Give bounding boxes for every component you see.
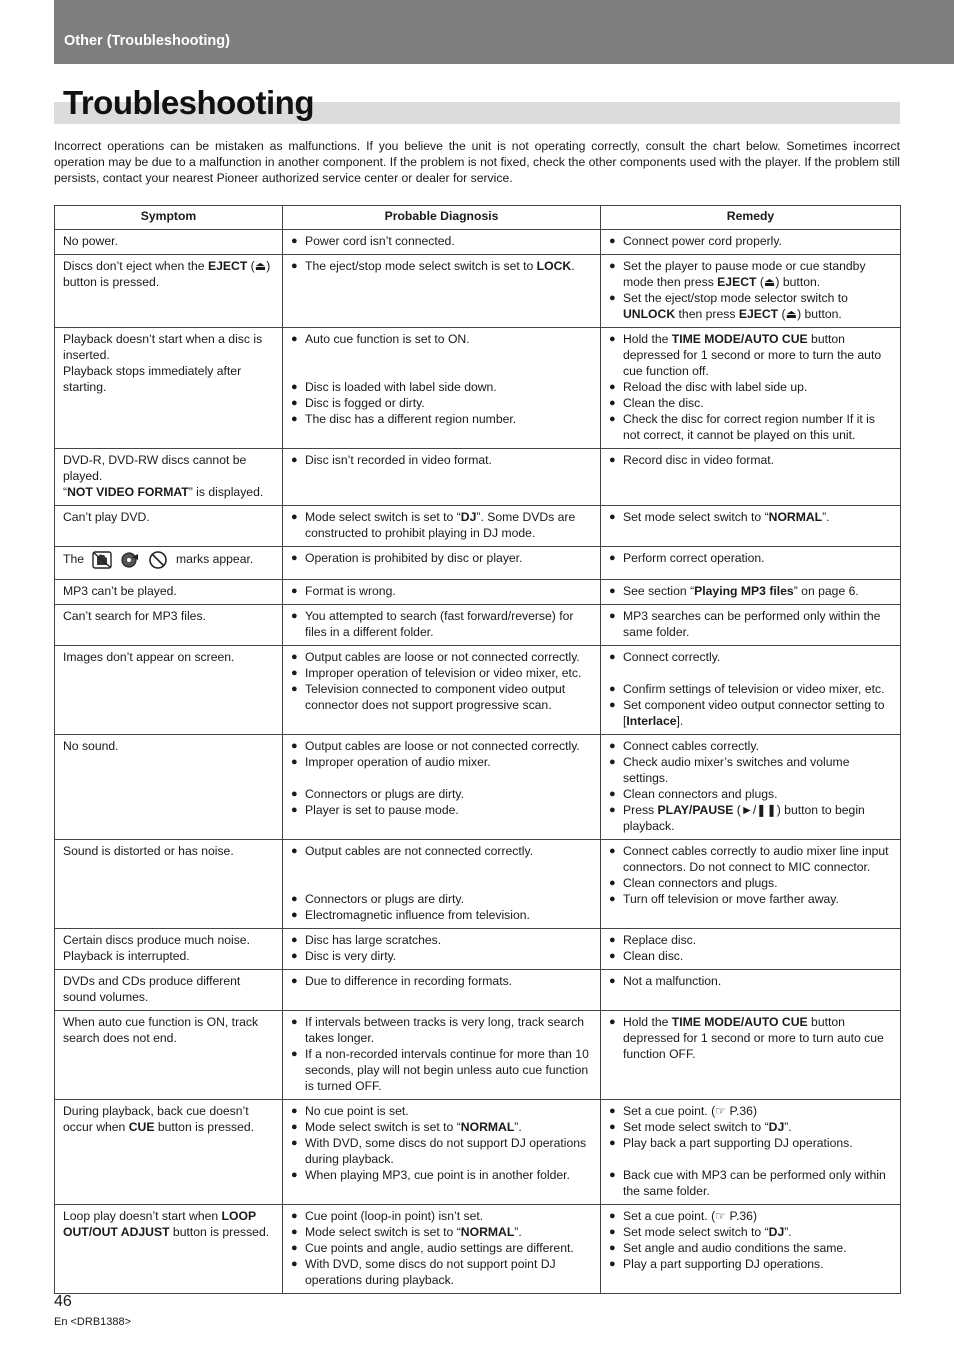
- remedy-cell: [601, 449, 901, 506]
- list-item: ● Output cables are not connected correctly.: [291, 843, 592, 859]
- diagnosis-cell: [283, 735, 601, 840]
- symptom-cell: The marks appear.: [55, 547, 283, 580]
- table-row: [55, 1100, 901, 1205]
- list-item: ● Electromagnetic influence from television.: [291, 907, 592, 923]
- list-item: ● Clean connectors and plugs.: [609, 786, 892, 802]
- symptom-cell: No power.: [55, 230, 283, 255]
- list-item: ● Power cord isn’t connected.: [291, 233, 592, 249]
- table-row: [55, 255, 901, 328]
- symptom-cell: Discs don’t eject when the EJECT (⏏) button is pressed.: [55, 255, 283, 328]
- symptom-header: Symptom: [55, 206, 283, 230]
- list-item: ● Hold the TIME MODE/AUTO CUE button depressed for 1 second or more to turn auto cue function OFF.: [609, 1014, 892, 1062]
- list-item: ● Disc is fogged or dirty.: [291, 395, 592, 411]
- list-item: ● Set mode select switch to “NORMAL”.: [609, 509, 892, 525]
- remedy-cell: [601, 1100, 901, 1205]
- list-item: ● Clean connectors and plugs.: [609, 875, 892, 891]
- remedy-header: Remedy: [601, 206, 901, 230]
- list-item: ● Clean disc.: [609, 948, 892, 964]
- list-item: ● With DVD, some discs do not support point DJ operations during playback.: [291, 1256, 592, 1288]
- list-item: ● Due to difference in recording formats.: [291, 973, 592, 989]
- list-item: ● Improper operation of audio mixer.: [291, 754, 592, 770]
- diagnosis-cell: [283, 605, 601, 646]
- remedy-cell: [601, 1011, 901, 1100]
- diagnosis-cell: [283, 929, 601, 970]
- remedy-cell: [601, 646, 901, 735]
- list-item: ● Set a cue point. (☞ P.36): [609, 1208, 892, 1224]
- table-row: [55, 970, 901, 1011]
- list-item: ● Mode select switch is set to “DJ”. Some DVDs are constructed to prohibit playing in DJ mode.: [291, 509, 592, 541]
- list-item: ● When playing MP3, cue point is in another folder.: [291, 1167, 592, 1183]
- table-header-row: [55, 206, 901, 230]
- list-item: ● No cue point is set.: [291, 1103, 592, 1119]
- list-item: ● Set mode select switch to “DJ”.: [609, 1119, 892, 1135]
- list-item: ● Operation is prohibited by disc or player.: [291, 550, 592, 566]
- remedy-cell: [601, 328, 901, 449]
- symptom-cell: Certain discs produce much noise. Playback is interrupted.: [55, 929, 283, 970]
- remedy-cell: [601, 580, 901, 605]
- diagnosis-cell: [283, 970, 601, 1011]
- diagnosis-header: Probable Diagnosis: [283, 206, 601, 230]
- list-item: ● Disc isn’t recorded in video format.: [291, 452, 592, 468]
- list-item: ● Disc has large scratches.: [291, 932, 592, 948]
- remedy-cell: [601, 506, 901, 547]
- no-hand-icon: [92, 551, 112, 569]
- diagnosis-cell: [283, 840, 601, 929]
- list-item: ● Cue point (loop-in point) isn’t set.: [291, 1208, 592, 1224]
- symptom-cell: DVD-R, DVD-RW discs cannot be played. “NOT VIDEO FORMAT” is displayed.: [55, 449, 283, 506]
- symptom-cell: DVDs and CDs produce different sound volumes.: [55, 970, 283, 1011]
- list-item: ● Connect cables correctly.: [609, 738, 892, 754]
- list-item: ● Connect correctly.: [609, 649, 892, 665]
- list-item: ● Perform correct operation.: [609, 550, 892, 566]
- list-item: ● With DVD, some discs do not support DJ operations during playback.: [291, 1135, 592, 1167]
- remedy-cell: [601, 255, 901, 328]
- document-code: En <DRB1388>: [54, 1316, 132, 1328]
- list-item: ● Set component video output connector setting to [Interlace].: [609, 697, 892, 729]
- troubleshooting-table: [54, 205, 901, 1294]
- page-title: Troubleshooting: [63, 84, 314, 121]
- symptom-cell: Can’t search for MP3 files.: [55, 605, 283, 646]
- remedy-cell: [601, 970, 901, 1011]
- remedy-cell: [601, 230, 901, 255]
- list-item: ● Output cables are loose or not connected correctly.: [291, 649, 592, 665]
- table-row: [55, 1011, 901, 1100]
- list-item: ● Hold the TIME MODE/AUTO CUE button depressed for 1 second or more to turn the auto cue function off.: [609, 331, 892, 379]
- section-title: Other (Troubleshooting): [64, 33, 230, 49]
- list-item: ● Television connected to component video output connector does not support progressive scan.: [291, 681, 592, 713]
- table-row: [55, 646, 901, 735]
- table-row: [55, 449, 901, 506]
- table-row: [55, 547, 901, 580]
- table-row: [55, 605, 901, 646]
- list-item: ● Check audio mixer’s switches and volume settings.: [609, 754, 892, 786]
- list-item: ● Play back a part supporting DJ operations.: [609, 1135, 892, 1151]
- list-item: ● MP3 searches can be performed only within the same folder.: [609, 608, 892, 640]
- remedy-cell: [601, 735, 901, 840]
- list-item: ● Play a part supporting DJ operations.: [609, 1256, 892, 1272]
- symptom-cell: Sound is distorted or has noise.: [55, 840, 283, 929]
- symptom-cell: When auto cue function is ON, track search does not end.: [55, 1011, 283, 1100]
- table-row: [55, 1205, 901, 1294]
- list-item: ● Mode select switch is set to “NORMAL”.: [291, 1119, 592, 1135]
- table-row: [55, 929, 901, 970]
- list-item: ● Set a cue point. (☞ P.36): [609, 1103, 892, 1119]
- list-item: ● Check the disc for correct region number If it is not correct, it cannot be played on this unit.: [609, 411, 892, 443]
- list-item: ● Output cables are loose or not connected correctly.: [291, 738, 592, 754]
- list-item: ● Set the eject/stop mode selector switch to UNLOCK then press EJECT (⏏) button.: [609, 290, 892, 322]
- page-number: 46: [54, 1293, 72, 1310]
- list-item: ● Disc is very dirty.: [291, 948, 592, 964]
- list-item: ● Not a malfunction.: [609, 973, 892, 989]
- list-item: ● The eject/stop mode select switch is set to LOCK.: [291, 258, 592, 274]
- header-bar: [54, 0, 954, 64]
- list-item: ● Connect cables correctly to audio mixer line input connectors. Do not connect to MIC connector.: [609, 843, 892, 875]
- list-item: ● Improper operation of television or video mixer, etc.: [291, 665, 592, 681]
- diagnosis-cell: [283, 547, 601, 580]
- no-disc-icon: [120, 551, 140, 569]
- list-item: ● See section “Playing MP3 files” on page 6.: [609, 583, 892, 599]
- symptom-cell: MP3 can’t be played.: [55, 580, 283, 605]
- diagnosis-cell: [283, 449, 601, 506]
- list-item: ● Cue points and angle, audio settings are different.: [291, 1240, 592, 1256]
- list-item: ● Player is set to pause mode.: [291, 802, 592, 818]
- list-item: ● The disc has a different region number.: [291, 411, 592, 427]
- list-item: ● Format is wrong.: [291, 583, 592, 599]
- symptom-cell: No sound.: [55, 735, 283, 840]
- list-item: ● Connect power cord properly.: [609, 233, 892, 249]
- table-row: [55, 580, 901, 605]
- list-item: ● Set angle and audio conditions the same.: [609, 1240, 892, 1256]
- remedy-cell: [601, 605, 901, 646]
- symptom-cell: Loop play doesn’t start when LOOP OUT/OUT ADJUST button is pressed.: [55, 1205, 283, 1294]
- table-row: [55, 328, 901, 449]
- list-item: ● Record disc in video format.: [609, 452, 892, 468]
- list-item: ● Turn off television or move farther away.: [609, 891, 892, 907]
- symptom-cell: Images don’t appear on screen.: [55, 646, 283, 735]
- list-item: ● Confirm settings of television or video mixer, etc.: [609, 681, 892, 697]
- list-item: ● Replace disc.: [609, 932, 892, 948]
- diagnosis-cell: [283, 255, 601, 328]
- list-item: ● Connectors or plugs are dirty.: [291, 786, 592, 802]
- list-item: ● Set the player to pause mode or cue standby mode then press EJECT (⏏) button.: [609, 258, 892, 290]
- diagnosis-cell: [283, 230, 601, 255]
- list-item: ● Mode select switch is set to “NORMAL”.: [291, 1224, 592, 1240]
- list-item: ● Auto cue function is set to ON.: [291, 331, 592, 347]
- diagnosis-cell: [283, 1011, 601, 1100]
- diagnosis-cell: [283, 328, 601, 449]
- remedy-cell: [601, 547, 901, 580]
- symptom-cell: Can’t play DVD.: [55, 506, 283, 547]
- list-item: ● If a non-recorded intervals continue for more than 10 seconds, play will not begin unless auto cue function is turned OFF.: [291, 1046, 592, 1094]
- diagnosis-cell: [283, 580, 601, 605]
- list-item: ● Reload the disc with label side up.: [609, 379, 892, 395]
- diagnosis-cell: [283, 1100, 601, 1205]
- table-row: [55, 840, 901, 929]
- list-item: ● Clean the disc.: [609, 395, 892, 411]
- prohibited-icon: [148, 550, 168, 570]
- diagnosis-cell: [283, 646, 601, 735]
- symptom-cell: Playback doesn’t start when a disc is inserted. Playback stops immediately after starting.: [55, 328, 283, 449]
- diagnosis-cell: [283, 506, 601, 547]
- list-item: ● Set mode select switch to “DJ”.: [609, 1224, 892, 1240]
- intro-paragraph: Incorrect operations can be mistaken as malfunctions. If you believe the unit is not operating correctly, consult the chart below. Sometimes incorrect operation may be due to a malfunction in another component. If the problem is not fixed, check the other components used with the player. If the problem still persists, contact your nearest Pioneer authorized service center or dealer for service.: [54, 139, 900, 185]
- remedy-cell: [601, 840, 901, 929]
- list-item: ● Press PLAY/PAUSE (►/❚❚) button to begin playback.: [609, 802, 892, 834]
- table-row: [55, 506, 901, 547]
- diagnosis-cell: [283, 1205, 601, 1294]
- remedy-cell: [601, 929, 901, 970]
- list-item: ● You attempted to search (fast forward/reverse) for files in a different folder.: [291, 608, 592, 640]
- list-item: ● If intervals between tracks is very long, track search takes longer.: [291, 1014, 592, 1046]
- list-item: ● Disc is loaded with label side down.: [291, 379, 592, 395]
- list-item: ● Back cue with MP3 can be performed only within the same folder.: [609, 1167, 892, 1199]
- list-item: ● Connectors or plugs are dirty.: [291, 891, 592, 907]
- table-row: [55, 230, 901, 255]
- symptom-cell: During playback, back cue doesn’t occur when CUE button is pressed.: [55, 1100, 283, 1205]
- remedy-cell: [601, 1205, 901, 1294]
- table-row: [55, 735, 901, 840]
